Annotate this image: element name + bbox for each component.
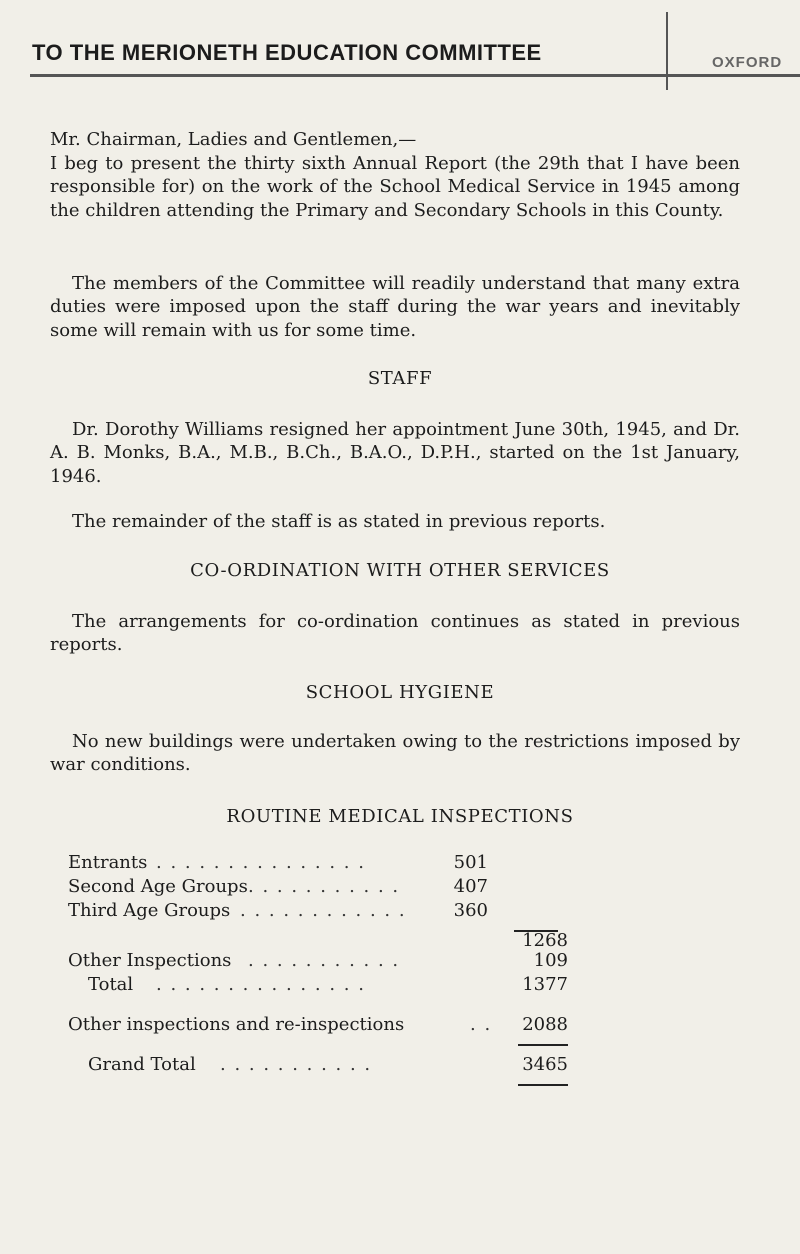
subtotal-value: 1268 bbox=[522, 930, 568, 951]
row-value: 3465 bbox=[522, 1054, 568, 1075]
stamp-text: OXFORD bbox=[712, 54, 783, 71]
row-label: Second Age Groups bbox=[68, 876, 248, 897]
staff-remainder-paragraph: The remainder of the staff is as stated in previous reports. bbox=[72, 511, 606, 532]
intro-paragraph: I beg to present the thirty sixth Annual Report (the 29th that I have been responsible for) on the work of the School Medical Service in 1945 among the children attending the Primary and Secondary Schools in this County. bbox=[50, 153, 740, 221]
table-row bbox=[68, 900, 628, 924]
stamp-rule bbox=[30, 74, 800, 77]
salutation: Mr. Chairman, Ladies and Gentlemen,— bbox=[50, 129, 417, 150]
row-value: 360 bbox=[453, 900, 488, 921]
heading-coordination: CO-ORDINATION WITH OTHER SERVICES bbox=[190, 560, 610, 581]
row-value: 109 bbox=[533, 950, 568, 971]
row-value: 1377 bbox=[522, 974, 568, 995]
table-row bbox=[68, 876, 628, 900]
leader-dots: . . . . . . . . . . . . . . . bbox=[156, 852, 366, 873]
heading-staff: STAFF bbox=[367, 368, 433, 389]
row-value: 407 bbox=[453, 876, 488, 897]
members-paragraph: The members of the Committee will readily understand that many extra duties were imposed upon the staff during the war years and inevitably some will remain with us for some time. bbox=[50, 273, 740, 341]
heading-routine-inspections: ROUTINE MEDICAL INSPECTIONS bbox=[226, 806, 574, 827]
leader-dots: . . . . . . . . . . . bbox=[220, 1054, 372, 1075]
heading-school-hygiene: SCHOOL HYGIENE bbox=[305, 682, 495, 703]
row-value: 501 bbox=[453, 852, 488, 873]
coordination-paragraph: The arrangements for co-ordination continues as stated in previous reports. bbox=[50, 611, 740, 656]
document-title: TO THE MERIONETH EDUCATION COMMITTEE bbox=[32, 40, 542, 65]
library-stamp bbox=[666, 12, 800, 90]
total-rule bbox=[518, 1044, 568, 1046]
leader-dots: . . . . . . . . . . . bbox=[248, 876, 400, 897]
staff-paragraph: Dr. Dorothy Williams resigned her appointment June 30th, 1945, and Dr. A. B. Monks, B.A., M.B., B.Ch., B.A.O., D.P.H., started on the 1st January, 1946. bbox=[50, 419, 740, 487]
leader-dots: . . . . . . . . . . . bbox=[248, 950, 400, 971]
table-row bbox=[68, 974, 628, 998]
row-value: 2088 bbox=[522, 1014, 568, 1035]
table-row bbox=[68, 1014, 628, 1038]
row-label: Other inspections and re-inspections bbox=[68, 1014, 405, 1035]
row-label: Entrants bbox=[68, 852, 148, 873]
leader-dots: . . . . . . . . . . . . bbox=[240, 900, 407, 921]
table-row bbox=[68, 1054, 628, 1078]
leader-dots: . . . . . . . . . . . . . . . bbox=[156, 974, 366, 995]
row-label: Other Inspections bbox=[68, 950, 232, 971]
hygiene-paragraph: No new buildings were undertaken owing to the restrictions imposed by war conditions. bbox=[50, 731, 740, 776]
leader-dots: . . bbox=[470, 1014, 492, 1035]
row-label: Third Age Groups bbox=[68, 900, 231, 921]
row-label: Total bbox=[88, 974, 134, 995]
table-row bbox=[68, 950, 628, 974]
grand-total-rule bbox=[518, 1084, 568, 1086]
row-label: Grand Total bbox=[88, 1054, 196, 1075]
table-row bbox=[68, 852, 628, 876]
